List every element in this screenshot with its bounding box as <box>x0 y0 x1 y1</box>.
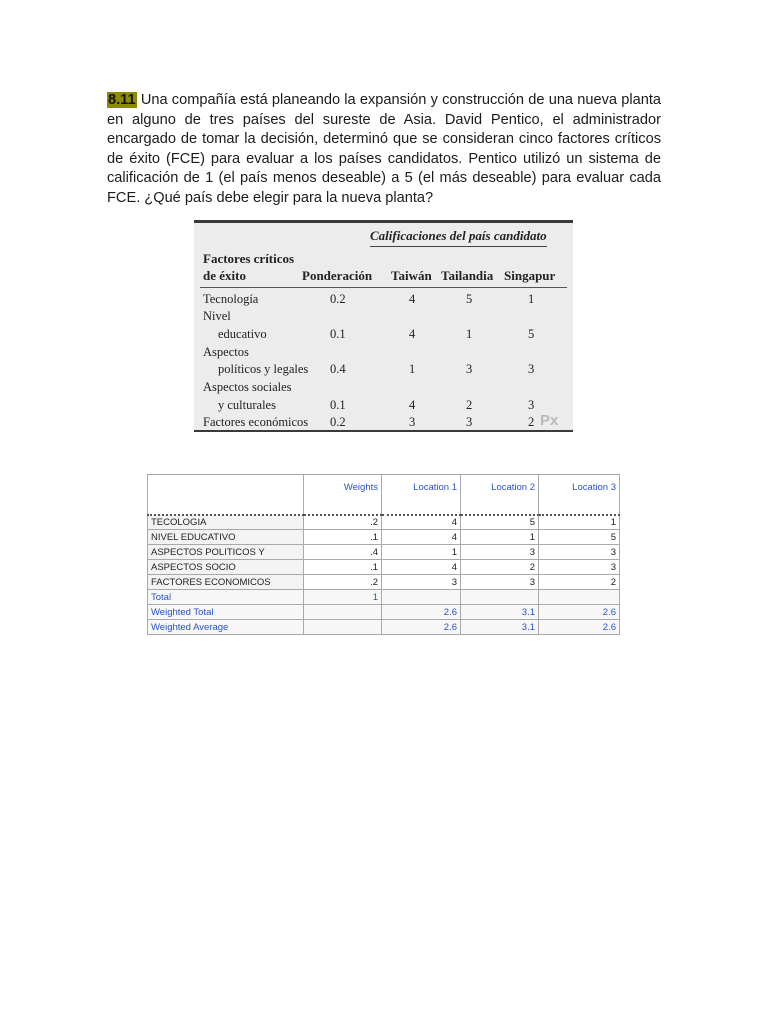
book-row-taiwan: 3 <box>409 415 416 429</box>
total-location-2 <box>461 590 539 605</box>
weighted-total-location-1: 2.6 <box>382 605 461 620</box>
table-row <box>148 545 620 560</box>
book-row-weight: 0.4 <box>330 362 346 376</box>
book-row-tailandia: 3 <box>466 415 473 429</box>
weighted-total-location-3: 2.6 <box>539 605 620 620</box>
total-row <box>148 590 620 605</box>
factor-label: ASPECTOS POLITICOS Y <box>148 545 304 560</box>
weighted-average-row <box>148 620 620 635</box>
factor-label: FACTORES ECONOMICOS <box>148 575 304 590</box>
weight-cell: .1 <box>304 530 382 545</box>
book-header-tailandia: Tailandia <box>441 268 494 283</box>
book-row-tailandia: 3 <box>466 362 473 376</box>
weighted-average-label: Weighted Average <box>148 620 304 635</box>
book-row-label: Factores económicos <box>203 415 309 429</box>
book-row-singapur: 3 <box>528 362 535 376</box>
book-row-label: Tecnología <box>203 292 259 306</box>
total-label: Total <box>148 590 304 605</box>
total-weight: 1 <box>304 590 382 605</box>
location-2-cell: 3 <box>461 575 539 590</box>
total-location-1 <box>382 590 461 605</box>
problem-number: 8.11 <box>108 92 136 108</box>
book-row-weight: 0.1 <box>330 398 346 412</box>
book-row-tailandia: 1 <box>466 327 473 341</box>
book-row-label: Aspectos sociales <box>203 380 292 394</box>
weight-cell: .4 <box>304 545 382 560</box>
book-row-label-cont: educativo <box>218 327 267 341</box>
weighted-average-location-3: 2.6 <box>539 620 620 635</box>
weighted-total-label: Weighted Total <box>148 605 304 620</box>
weight-cell: .1 <box>304 560 382 575</box>
factor-label: TECOLOGIA <box>148 515 304 530</box>
book-row-weight: 0.1 <box>330 327 346 341</box>
weighted-average-location-2: 3.1 <box>461 620 539 635</box>
book-row-label-cont: y culturales <box>218 398 276 412</box>
book-header-rule <box>200 287 567 288</box>
table-row <box>148 560 620 575</box>
book-row-tailandia: 2 <box>466 398 473 412</box>
book-row-singapur: 5 <box>528 327 535 341</box>
location-1-cell: 1 <box>382 545 461 560</box>
location-2-cell: 5 <box>461 515 539 530</box>
location-2-cell: 3 <box>461 545 539 560</box>
location-1-cell: 4 <box>382 530 461 545</box>
location-3-cell: 3 <box>539 545 620 560</box>
location-3-cell: 3 <box>539 560 620 575</box>
header-corner <box>148 475 304 515</box>
location-3-cell: 1 <box>539 515 620 530</box>
factor-label: NIVEL EDUCATIVO <box>148 530 304 545</box>
location-1-cell: 4 <box>382 515 461 530</box>
location-3-cell: 2 <box>539 575 620 590</box>
book-ratings-table <box>194 220 573 432</box>
location-2-cell: 1 <box>461 530 539 545</box>
book-row-taiwan: 4 <box>409 292 416 306</box>
table-row <box>148 575 620 590</box>
header-location-2: Location 2 <box>461 475 539 515</box>
header-location-1: Location 1 <box>382 475 461 515</box>
table-row <box>148 530 620 545</box>
location-1-cell: 4 <box>382 560 461 575</box>
factor-label: ASPECTOS SOCIO <box>148 560 304 575</box>
weighted-total-location-2: 3.1 <box>461 605 539 620</box>
location-2-cell: 2 <box>461 560 539 575</box>
header-location-3: Location 3 <box>539 475 620 515</box>
total-location-3 <box>539 590 620 605</box>
book-header-singapur: Singapur <box>504 268 556 283</box>
book-row-weight: 0.2 <box>330 415 346 429</box>
book-row-label: Nivel <box>203 309 231 323</box>
book-super-header: Calificaciones del país candidato <box>370 228 547 247</box>
publisher-watermark: Px <box>540 412 559 429</box>
weighted-total-weight <box>304 605 382 620</box>
weight-cell: .2 <box>304 515 382 530</box>
book-row-label: Aspectos <box>203 345 249 359</box>
book-header-taiwan: Taiwán <box>391 268 432 283</box>
book-header-weight: Ponderación <box>302 268 373 283</box>
book-row-singapur: 3 <box>528 398 535 412</box>
book-header-factor-1: Factores críticos <box>203 251 295 266</box>
table-header-row <box>148 475 620 515</box>
weight-cell: .2 <box>304 575 382 590</box>
weighted-average-weight <box>304 620 382 635</box>
problem-text: Una compañía está planeando la expansión y construcción de una nueva planta en alguno de tres países del sureste de Asia. David Pentico, el administrador encargado de tomar la decisión, determinó que se consideran cinco factores críticos de éxito (FCE) para evaluar a los países candidatos. Pentico utilizó un sistema de calificación de 1 (el país menos deseable) a 5 (el más deseable) para evaluar cada FCE. ¿Qué país debe elegir para la nueva planta? <box>107 92 661 206</box>
book-row-taiwan: 4 <box>409 398 416 412</box>
book-row-tailandia: 5 <box>466 292 473 306</box>
book-row-label-cont: políticos y legales <box>218 362 309 376</box>
problem-statement <box>107 91 661 209</box>
table-row <box>148 515 620 530</box>
header-weights: Weights <box>304 475 382 515</box>
weighted-score-table <box>147 474 620 635</box>
book-row-singapur: 2 <box>528 415 535 429</box>
book-row-weight: 0.2 <box>330 292 346 306</box>
book-row-singapur: 1 <box>528 292 535 306</box>
weighted-average-location-1: 2.6 <box>382 620 461 635</box>
book-row-taiwan: 4 <box>409 327 416 341</box>
location-1-cell: 3 <box>382 575 461 590</box>
location-3-cell: 5 <box>539 530 620 545</box>
weighted-total-row <box>148 605 620 620</box>
book-row-taiwan: 1 <box>409 362 416 376</box>
book-header-factor-2: de éxito <box>203 268 246 283</box>
